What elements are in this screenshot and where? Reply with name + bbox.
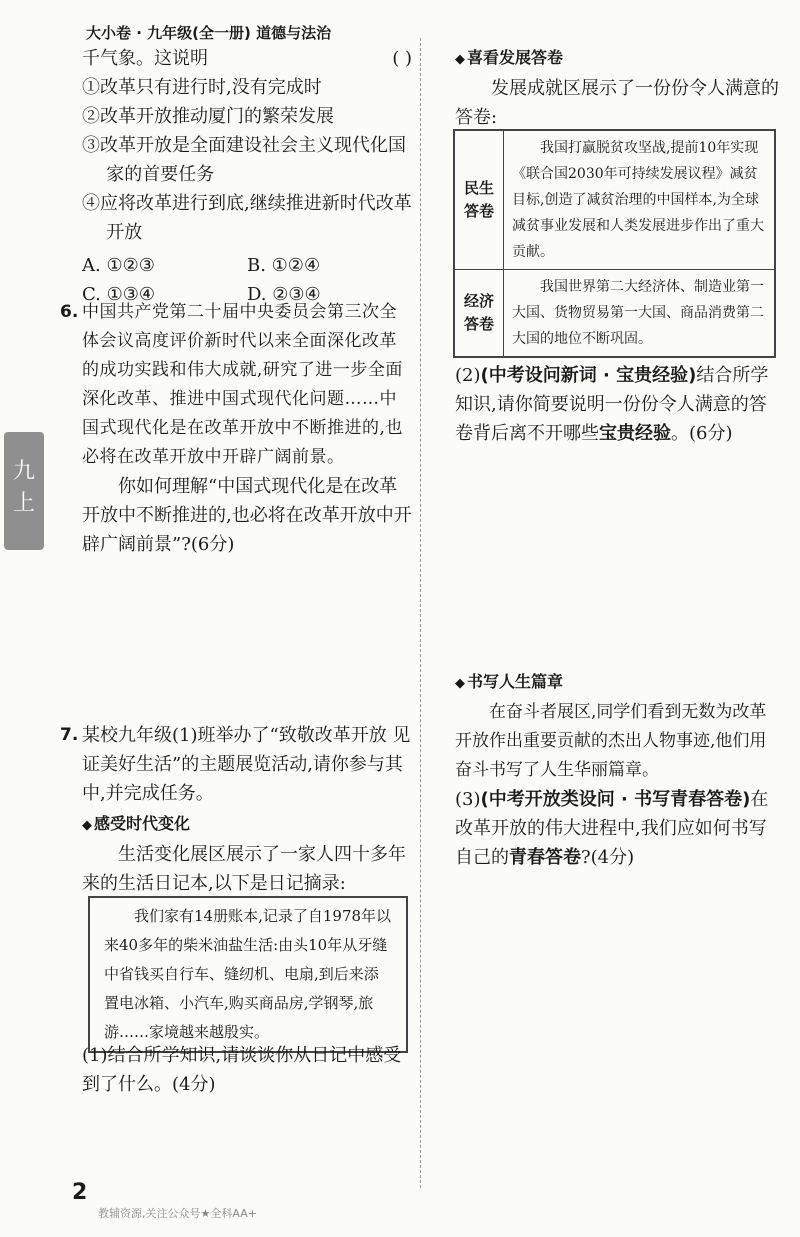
page-number: 2 — [72, 1180, 88, 1205]
q7-subquestion-2 — [455, 361, 780, 448]
section-development-block — [455, 44, 780, 132]
section-title-text: 书写人生篇章 — [467, 672, 564, 691]
q7-subquestion-1 — [82, 1041, 412, 1099]
q6-question: 你如何理解“中国式现代化是在改革开放中不断推进的,也必将在改革开放中开辟广阔前景”?(6分) — [82, 476, 412, 555]
side-tab-char-1: 九 — [12, 459, 35, 484]
q6-number: 6. — [60, 302, 79, 322]
section-1-text: 生活变化展区展示了一家人四十多年来的生活日记本,以下是日记摘录: — [82, 844, 406, 894]
section-development-title — [455, 44, 780, 74]
row-content-economy — [504, 270, 776, 358]
option-d: D. ②③④ — [247, 284, 321, 305]
q5-item-3: ③改革开放是全面建设社会主义现代化国家的首要任务 — [82, 135, 406, 185]
subquestion-2-text — [455, 361, 780, 448]
q5-stem-text: 千气象。这说明 — [82, 48, 208, 69]
q7-intro: 某校九年级(1)班举办了“致敬改革开放 见证美好生活”的主题展览活动,请你参与其中,并完成任务。 — [82, 725, 411, 804]
section-title-text: 喜看发展答卷 — [467, 48, 564, 67]
running-header: 大小卷 · 九年级(全一册) 道德与法治 — [86, 24, 332, 42]
subq-emphasis: 青春答卷 — [509, 847, 581, 868]
q7-number: 7. — [60, 725, 79, 745]
subq-prefix: (3) — [455, 789, 481, 810]
row-header-economy: 经济答卷 — [454, 270, 504, 358]
q5-item-4: ④应将改革进行到底,继续推进新时代改革开放 — [82, 193, 412, 243]
question-5-block — [82, 44, 412, 309]
subquestion-3-text — [455, 785, 780, 872]
q5-item-1: ①改革只有进行时,没有完成时 — [82, 77, 322, 98]
section-life-chapter-title — [455, 668, 780, 698]
diamond-icon: ◆ — [82, 818, 92, 833]
q5-item-2: ②改革开放推动厦门的繁荣发展 — [82, 106, 334, 127]
cell-text: 我国世界第二大经济体、制造业第一大国、货物贸易第一大国、商品消费第二大国的地位不断巩固。 — [512, 279, 764, 347]
question-7-block — [60, 721, 412, 898]
section-title-text: 感受时代变化 — [94, 814, 191, 833]
subquestion-1-text: (1)结合所学知识,请谈谈你从日记中感受到了什么。(4分) — [82, 1045, 402, 1095]
option-b: B. ①②④ — [247, 255, 321, 276]
row-header-livelihood: 民生答卷 — [454, 130, 504, 270]
diary-excerpt-box — [88, 896, 408, 1053]
column-divider — [420, 38, 421, 1188]
footer-note: 教辅资源,关注公众号★全科AA+ — [98, 1207, 257, 1220]
question-6-block — [60, 298, 412, 559]
section-feel-changes-title — [82, 810, 412, 840]
grade-side-tab — [4, 432, 44, 550]
diary-text: 我们家有14册账本,记录了自1978年以来40多年的柴米油盐生活:由头10年从牙缝中省钱买自行车、缝纫机、电扇,到后来添置电冰箱、小汽车,购买商品房,学钢琴,旅游……家境越来越殷实。 — [104, 907, 392, 1041]
achievements-table — [453, 129, 776, 358]
diamond-icon: ◆ — [455, 52, 465, 67]
subq-prefix: (2) — [455, 365, 481, 386]
option-c: C. ①③④ — [82, 284, 155, 305]
q5-stem-tail — [82, 44, 412, 73]
option-a: A. ①②③ — [82, 255, 155, 276]
subq-body: 在改革开放的伟大进程中,我们应如何书写自己的 — [455, 789, 769, 868]
subq-tag: (中考开放类设问 · 书写青春答卷) — [480, 789, 751, 810]
section-2-text: 发展成就区展示了一份份令人满意的答卷: — [455, 78, 779, 128]
subq-tag: (中考设问新词 · 宝贵经验) — [480, 365, 697, 386]
table-row — [454, 270, 775, 358]
table-row — [454, 130, 775, 270]
diamond-icon: ◆ — [455, 676, 465, 691]
q5-options-row-1 — [82, 251, 412, 280]
row-content-livelihood — [504, 130, 776, 270]
subq-body: 结合所学知识,请你简要说明一份份令人满意的答卷背后离不开哪些 — [455, 365, 769, 444]
section-life-chapter-block — [455, 668, 780, 872]
side-tab-char-2: 上 — [12, 491, 35, 516]
section-3-text: 在奋斗者展区,同学们看到无数为改革开放作出重要贡献的杰出人物事迹,他们用奋斗书写了人生华丽篇章。 — [455, 702, 767, 780]
subq-tail: ?(4分) — [581, 847, 635, 868]
cell-text: 我国打赢脱贫攻坚战,提前10年实现《联合国2030年可持续发展议程》减贫目标,创造了减贫治理的中国样本,为全球减贫事业发展和人类发展进步作出了重大贡献。 — [512, 140, 764, 260]
q6-material: 中国共产党第二十届中央委员会第三次全体会议高度评价新时代以来全面深化改革的成功实践和伟大成就,研究了进一步全面深化改革、推进中国式现代化问题……中国式现代化是在改革开放中不断推进的,也必将在改革开放中开辟广阔前景。 — [82, 302, 403, 467]
subq-tail: 。(6分) — [671, 423, 733, 444]
subq-emphasis: 宝贵经验 — [599, 423, 671, 444]
answer-bracket: ( ) — [392, 48, 412, 69]
